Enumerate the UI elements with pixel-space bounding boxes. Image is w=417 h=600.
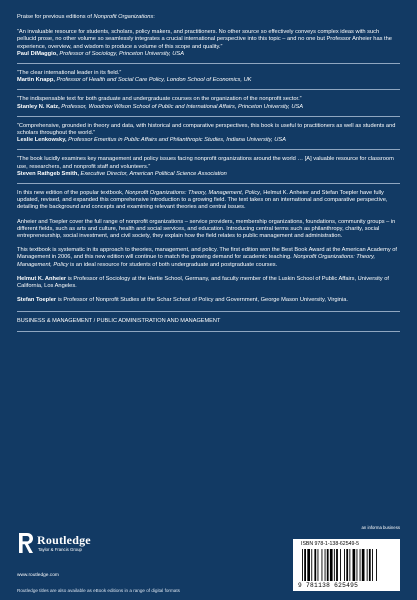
publisher-name: Routledge [37,533,91,547]
quote-dimaggio [17,29,400,58]
barcode-bar [330,549,333,581]
barcode-bar [349,549,350,581]
publisher-website[interactable]: www.routledge.com [17,573,59,578]
divider [17,89,400,90]
publisher-logo [17,532,137,562]
quote-attribution: Steven Rathgeb Smith, Executive Director, American Political Science Association [17,170,227,177]
quote-text: “The book lucidly examines key management and policy issues facing nonprofit organizations around the world … [A] valuable resource for classroom use, researchers, and nonprofit staff and volunteers.” [17,156,394,170]
cover-footer [17,526,400,594]
divider [17,331,400,332]
barcode-bar [369,549,371,581]
publisher-group: Taylor & Francis Group [38,547,82,552]
barcode-bar [327,549,329,581]
quote-text: “Comprehensive, grounded in theory and data, with historical and comparative perspectives, this book is useful to practitioners as well as students and scholars throughout the world.” [17,122,396,137]
author-bio-anheier: Helmut K. Anheier is Professor of Sociology at the Hertie School, Germany, and faculty member of the Luskin School of Public Affairs, University of California, Los Angeles. [17,275,389,290]
divider [17,183,400,184]
divider [17,311,400,312]
divider [17,63,400,64]
barcode-bar [311,549,312,581]
barcode-panel [293,539,400,591]
divider [17,116,400,117]
routledge-r-icon [17,532,35,554]
quote-lenkowsky [17,123,400,145]
barcode-digits: 9 781138 625495 [298,582,359,589]
barcode-bar [346,549,348,581]
barcode-bar [367,549,368,581]
quote-attribution: Martin Knapp, Professor of Health and Social Care Policy, London School of Economics, UK [17,77,252,84]
subject-category: BUSINESS & MANAGEMENT / PUBLIC ADMINISTRATION AND MANAGEMENT [17,318,221,325]
description-paragraph-1: In this new edition of the popular textbook, Nonprofit Organizations: Theory, Management, Policy, Helmut K. Anheier and Stefan Toepler have fully updated, revised, and expanded this comprehensive introduction to a growing field. The text takes on an international and comparative perspective, detailing the background and concepts and examining relevant theories and central issues. [17,190,388,211]
barcode-bar [302,549,303,581]
quote-text: “The clear international leader in its field.” [17,70,122,77]
author-bio-toepler: Stefan Toepler is Professor of Nonprofit Studies at the Schar School of Policy and Government, George Mason University, Virginia. [17,297,348,304]
ebook-note: Routledge titles are also available as eBook editions in a range of digital formats [17,588,180,593]
barcode-bar [360,549,361,581]
barcode-bar [357,549,358,581]
barcode-bar [336,549,338,581]
description-paragraph-2: Anheier and Toepler cover the full range of nonprofit organizations – service providers, membership organizations, foundations, community groups – in different fields, such as arts and culture, health and social services, and education. Introducing central terms such as philanthropy, charity, social entrepreneurship, social investment, and civil society, they explain how the field relates to public management and administration. [17,218,396,240]
barcode-bar [304,549,306,581]
barcode-bar [353,549,356,581]
barcode-bar [344,549,345,581]
divider [17,149,400,150]
barcode-bar [362,549,365,581]
barcode-bar [322,549,323,581]
quote-attribution: Stanley N. Katz, Professor, Woodrow Wilson School of Public and International Affairs, Princeton University, USA [17,103,304,110]
quote-text: “An invaluable resource for students, scholars, policy makers, and practitioners. No other source so effectively conveys complex ideas with such pellucid prose, no other volume so seamlessly integrates a crucial international perspective into this topic – and no one but Professor Anheier has the experience, overview, and wisdom to produce a volume of this scope and quality.” [17,29,392,50]
barcode-bar [318,549,319,581]
informa-tagline: an informa business [361,525,400,530]
quote-knapp [17,70,400,84]
quote-katz [17,96,400,110]
quote-attribution: Paul DiMaggio, Professor of Sociology, Princeton University, USA [17,50,185,57]
barcode-bar [314,549,316,581]
quote-attribution: Leslie Lenkowsky, Professor Emeritus in Public Affairs and Philanthropic Studies, Indiana University, USA [17,137,286,144]
barcode-bar [376,549,377,581]
description-paragraph-3: This textbook is systematic in its approach to theories, management, and policy. The first edition won the Best Book Award at the American Academy of Management in 2006, and this new edition will continue to match the growing demand for academic teaching. Nonprofit Organizations: Theory, Management, Policy is an ideal resource for students of both undergraduate and postgraduate courses. [17,247,397,268]
isbn-label: ISBN 978-1-138-62549-5 [301,541,359,547]
praise-heading: Praise for previous editions of Nonprofit Organizations: [17,14,155,20]
barcode-bar [340,549,341,581]
barcode-bar [372,549,373,581]
quote-text: “The indispensable text for both graduate and undergraduate courses on the organization of the nonprofit sector.” [17,96,302,103]
barcode-bar [307,549,310,581]
barcode-bar [325,549,326,581]
barcode-icon [301,549,395,581]
barcode-bar [334,549,335,581]
quote-smith [17,156,400,178]
